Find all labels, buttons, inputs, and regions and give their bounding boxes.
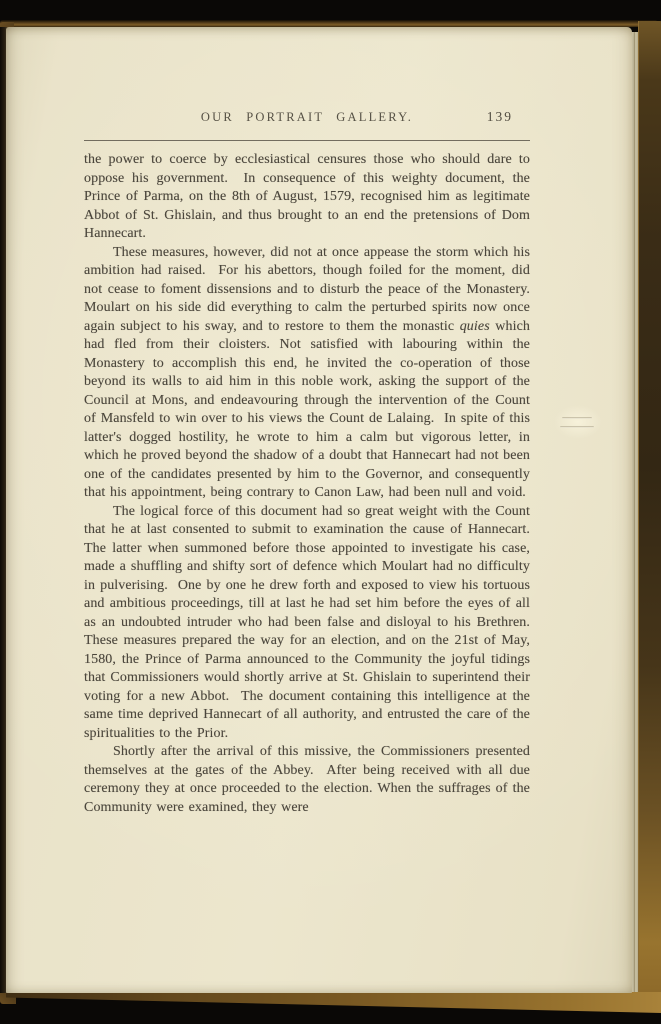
page-body <box>84 151 540 817</box>
page-number: 139 <box>486 109 513 124</box>
paragraph: The logical force of this document had so great weight with the Count that he at last consented to submit to examination the cause of Hannecart. The latter when summoned before those appointed to investigate his case, made a shuffling and shifty sort of defence which Moulart had no difficulty in pulverising. One by one he drew forth and exposed to view his tortuous and ambitious proceedings, till at last he had set him before the eyes of all as an undoubted intruder who had been false and disloyal to his Brethren. These measures prepared the way for an election, and on the 21st of May, 1580, the Prince of Parma announced to the Community the joyful tidings that Commissioners would shortly arrive at St. Ghislain to superintend their voting for a new Abbot. The document containing this intelligence at the same time deprived Hannecart of all authority, and entrusted the care of the spiritualities to the Prior. <box>84 503 540 741</box>
paragraph: Shortly after the arrival of this missive, the Commissioners presented themselves at the gates of the Abbey. After being received with all due ceremony they at once proceeded to the election. When the suffrages of the Community were examined, they were <box>84 744 535 815</box>
text-column <box>84 27 540 817</box>
paragraph <box>84 244 540 503</box>
running-head-title: OUR PORTRAIT GALLERY. <box>200 110 414 124</box>
paper-smudge <box>554 405 602 439</box>
book-cover-bottom-edge <box>6 992 661 1013</box>
margin-scratch-mark <box>562 417 592 419</box>
latin-term: quies <box>459 318 490 334</box>
paragraph-text: which had fled from their cloisters. Not satisfied with labouring within the Monastery to accomplish this end, he invited the co-operation of those beyond its walls to aid him in this noble work, asking the support of the Council at Mons, and endeavouring through the intervention of the Count of Mansfeld to win over to his views the Count de Lalaing. In spite of this latter's dogged hostility, he wrote to him a calm but vigorous letter, in which he proved beyond the shadow of a doubt that Hannecart had not been one of the candidates presented by him to the Governor, and consequently that his appointment, being contrary to Canon Law, had been null and void. <box>84 318 535 500</box>
book-cover-fore-edge <box>638 21 661 1012</box>
book-page <box>6 27 632 993</box>
header-rule <box>84 140 530 141</box>
page-header <box>84 109 530 125</box>
book-cover-top-edge <box>0 20 657 27</box>
paragraph-text: These measures, however, did not at once appease the storm which his ambition had raised. For his abettors, though foiled for the moment, did not cease to foment dissensions and to disturb the peace of the Monastery. Moulart on his side did everything to calm the perturbed spirits now once again subject to his sway, and to restore to them the monastic <box>84 244 540 334</box>
paragraph: the power to coerce by ecclesiastical censures those who should dare to oppose his government. In consequence of this weighty document, the Prince of Parma, on the 8th of August, 1579, recognised him as legitimate Abbot of St. Ghislain, and thus brought to an end the pretensions of Dom Hannecart. <box>84 152 535 241</box>
margin-scratch-mark <box>560 426 594 428</box>
